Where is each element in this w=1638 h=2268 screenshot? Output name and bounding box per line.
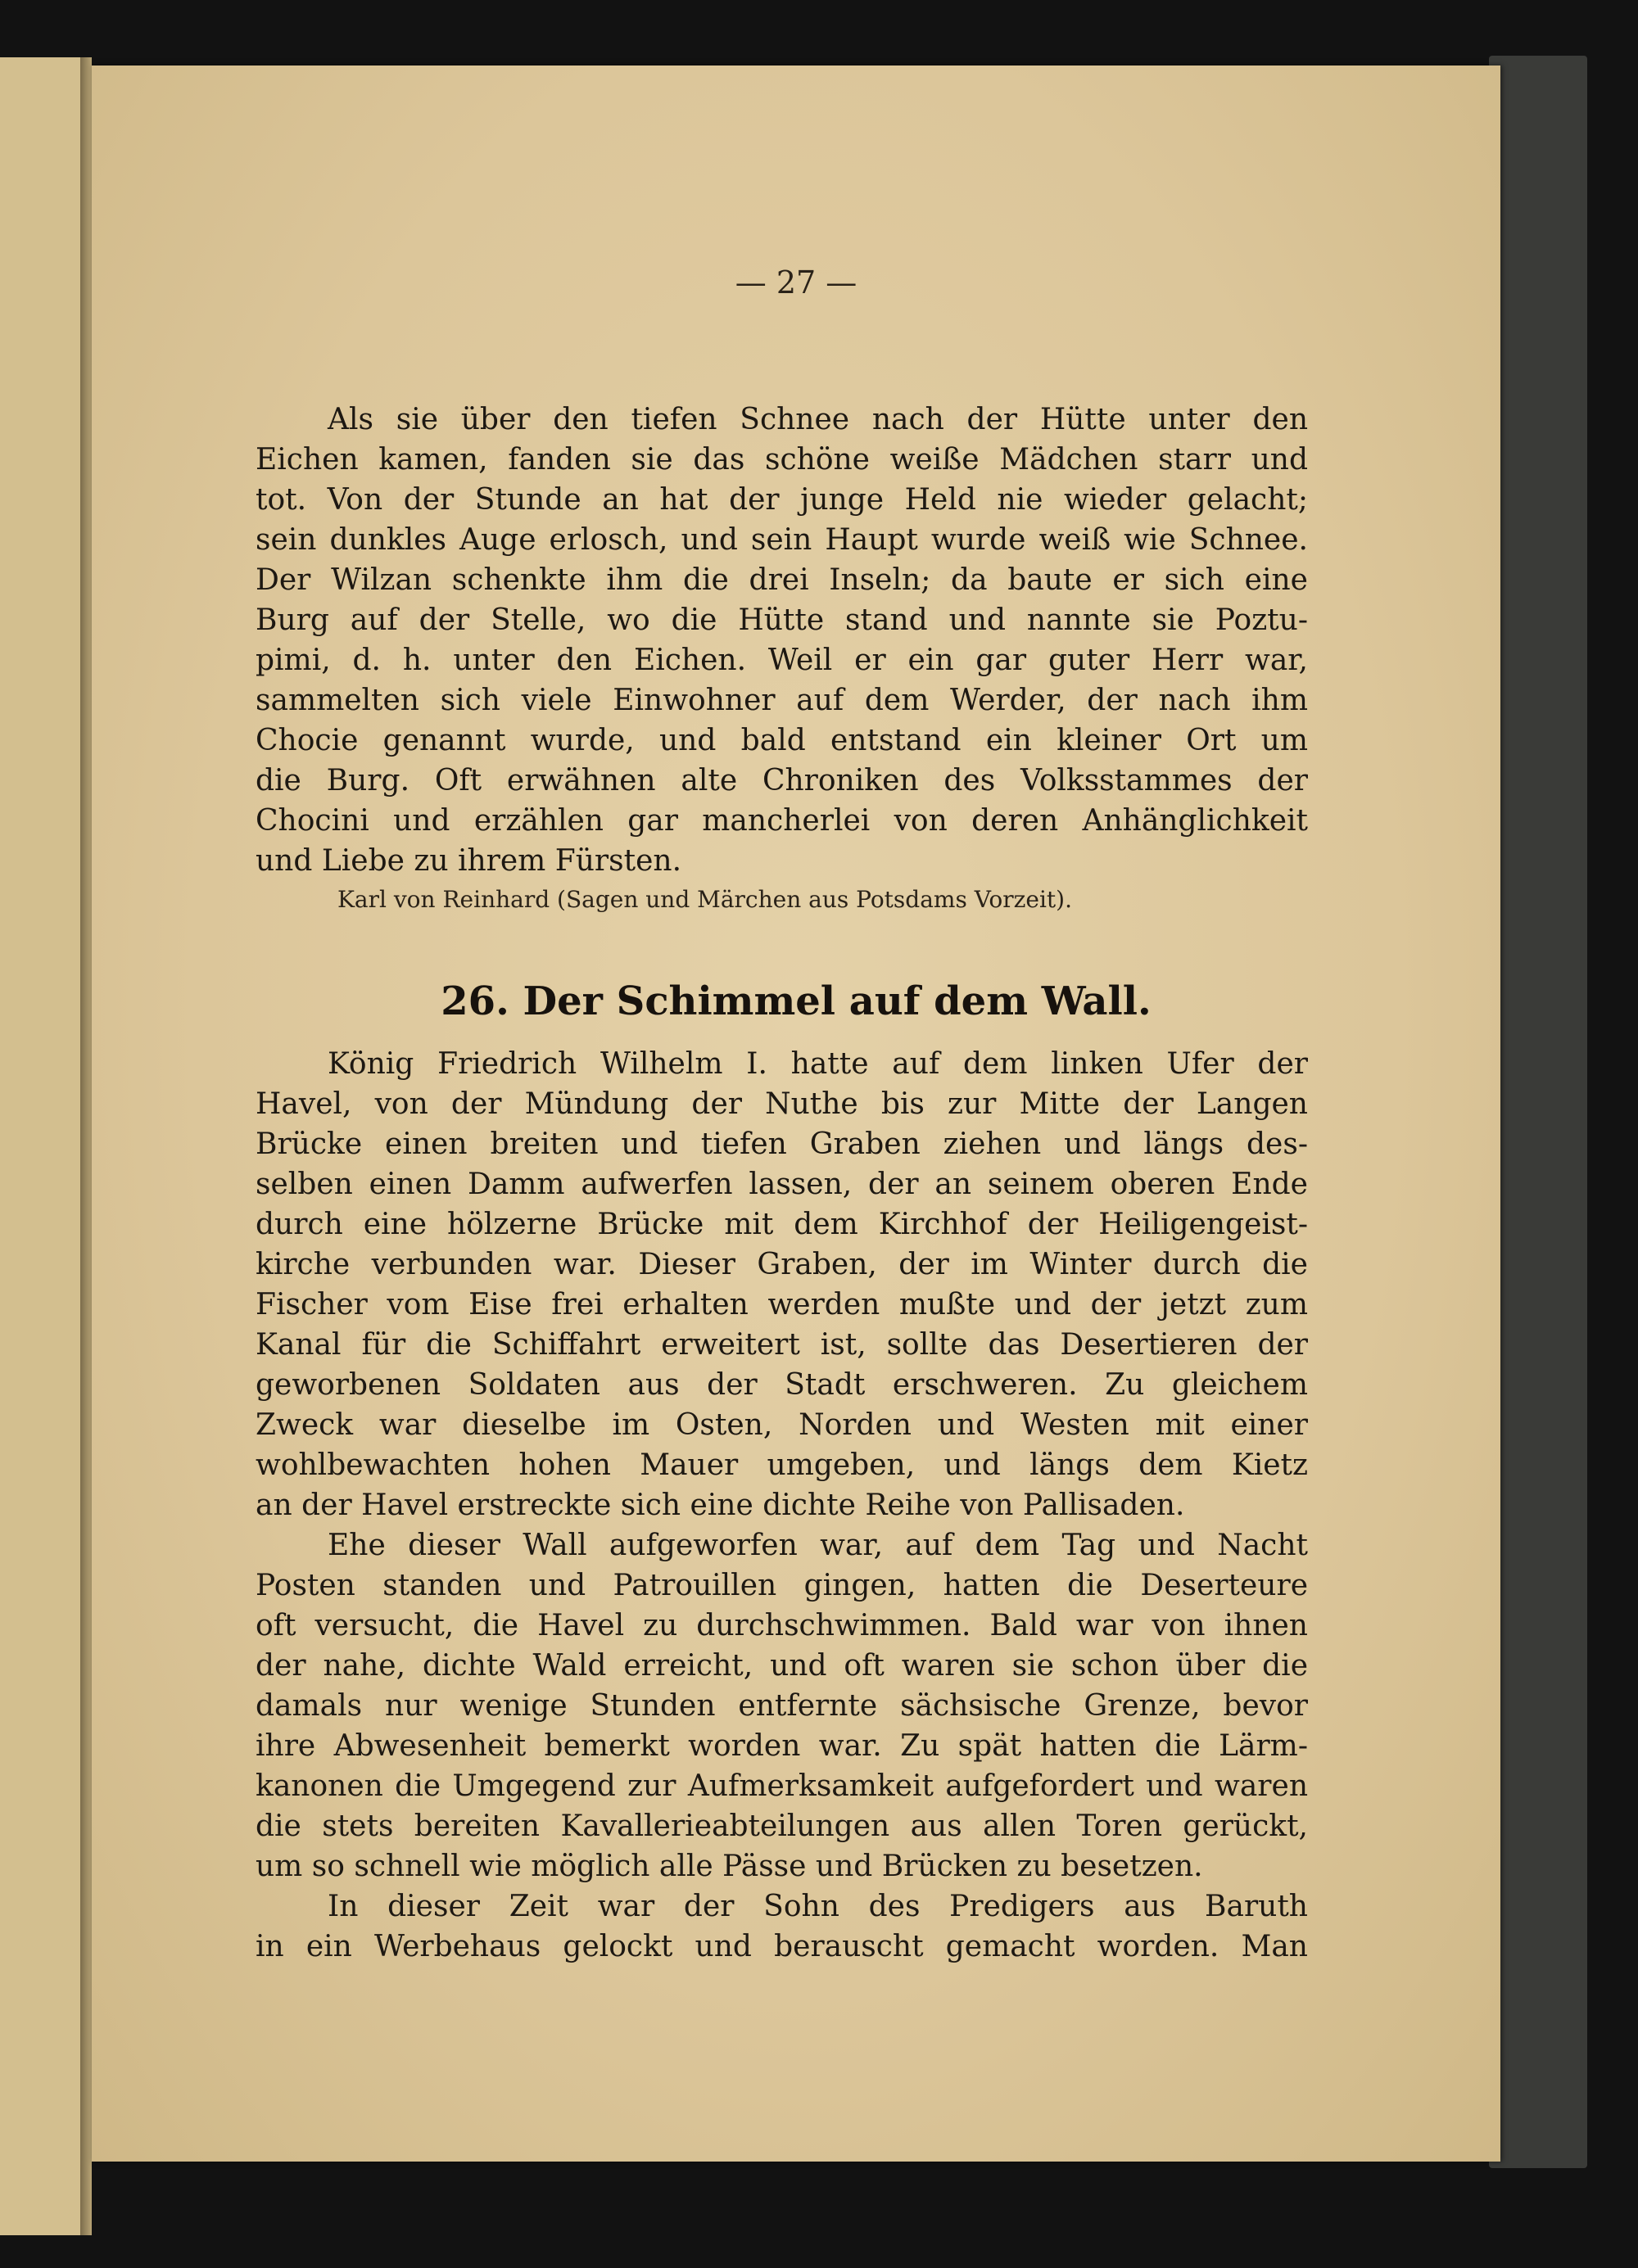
text-line: oft versucht, die Havel zu durchschwimmen. Bald war von ihnen (256, 1609, 1308, 1642)
text-line: Havel, von der Mündung der Nuthe bis zur Mitte der Langen (256, 1087, 1308, 1121)
text-line: kirche verbunden war. Dieser Graben, der im Winter durch die (256, 1248, 1308, 1281)
page-number: — 27 — (735, 264, 857, 300)
text-line: sammelten sich viele Einwohner auf dem Werder, der nach ihm (256, 684, 1308, 717)
paragraph-3 (256, 1525, 1308, 1886)
text-line: Posten standen und Patrouillen gingen, hatten die Deserteure (256, 1569, 1308, 1602)
text-line: die Burg. Oft erwähnen alte Chroniken des Volksstammes der (256, 764, 1308, 797)
text-line: Chocini und erzählen gar mancherlei von deren Anhänglichkeit (256, 804, 1308, 838)
text-line: und Liebe zu ihrem Fürsten. (256, 844, 682, 878)
section-heading: 26. Der Schimmel auf dem Wall. (441, 978, 1152, 1024)
text-line: kanonen die Umgegend zur Aufmerksamkeit aufgefordert und waren (256, 1769, 1308, 1803)
text-line: Kanal für die Schiffahrt erweitert ist, sollte das Desertieren der (256, 1328, 1308, 1362)
book-spine (80, 57, 92, 2235)
text-line: sein dunkles Auge erlosch, und sein Haupt wurde weiß wie Schnee. (256, 523, 1308, 557)
text-line: selben einen Damm aufwerfen lassen, der an seinem oberen Ende (256, 1168, 1308, 1201)
text-line: Der Wilzan schenkte ihm die drei Inseln; da baute er sich eine (256, 563, 1308, 597)
text-line: um so schnell wie möglich alle Pässe und Brücken zu besetzen. (256, 1850, 1203, 1883)
text-line: wohlbewachten hohen Mauer umgeben, und längs dem Kietz (256, 1448, 1308, 1482)
book-cover-edge (1489, 56, 1587, 2168)
text-line: die stets bereiten Kavallerieabteilungen aus allen Toren gerückt, (256, 1809, 1308, 1843)
text-line: Ehe dieser Wall aufgeworfen war, auf dem Tag und Nacht (328, 1529, 1308, 1562)
left-page-edge (0, 57, 84, 2235)
text-line: ihre Abwesenheit bemerkt worden war. Zu spät hatten die Lärm- (256, 1729, 1308, 1763)
paragraph-2 (256, 1044, 1308, 1525)
text-line: an der Havel erstreckte sich eine dichte Reihe von Pallisaden. (256, 1489, 1185, 1522)
text-line: Chocie genannt wurde, und bald entstand ein kleiner Ort um (256, 724, 1308, 757)
text-line: damals nur wenige Stunden entfernte sächsische Grenze, bevor (256, 1689, 1308, 1723)
text-line: geworbenen Soldaten aus der Stadt erschweren. Zu gleichem (256, 1368, 1308, 1402)
text-line: der nahe, dichte Wald erreicht, und oft waren sie schon über die (256, 1649, 1308, 1683)
text-line: Fischer vom Eise frei erhalten werden mußte und der jetzt zum (256, 1288, 1308, 1321)
paragraph-4 (256, 1886, 1308, 1967)
text-line: durch eine hölzerne Brücke mit dem Kirchhof der Heiligengeist- (256, 1208, 1308, 1241)
text-line: in ein Werbehaus gelockt und berauscht gemacht worden. Man (256, 1930, 1308, 1963)
text-line: Zweck war dieselbe im Osten, Norden und Westen mit einer (256, 1408, 1308, 1442)
text-line: König Friedrich Wilhelm I. hatte auf dem linken Ufer der (328, 1047, 1308, 1081)
text-line: Als sie über den tiefen Schnee nach der Hütte unter den (328, 403, 1308, 436)
book-page (92, 66, 1500, 2162)
text-line: Eichen kamen, fanden sie das schöne weiße Mädchen starr und (256, 443, 1308, 477)
source-attribution: Karl von Reinhard (Sagen und Märchen aus Potsdams Vorzeit). (337, 886, 1072, 913)
paragraph-1 (256, 400, 1308, 881)
text-line: In dieser Zeit war der Sohn des Predigers aus Baruth (328, 1890, 1308, 1923)
text-line: Brücke einen breiten und tiefen Graben ziehen und längs des- (256, 1127, 1308, 1161)
text-line: pimi, d. h. unter den Eichen. Weil er ein gar guter Herr war, (256, 644, 1308, 677)
text-line: Burg auf der Stelle, wo die Hütte stand und nannte sie Poztu- (256, 603, 1308, 637)
text-line: tot. Von der Stunde an hat der junge Held nie wieder gelacht; (256, 483, 1308, 517)
